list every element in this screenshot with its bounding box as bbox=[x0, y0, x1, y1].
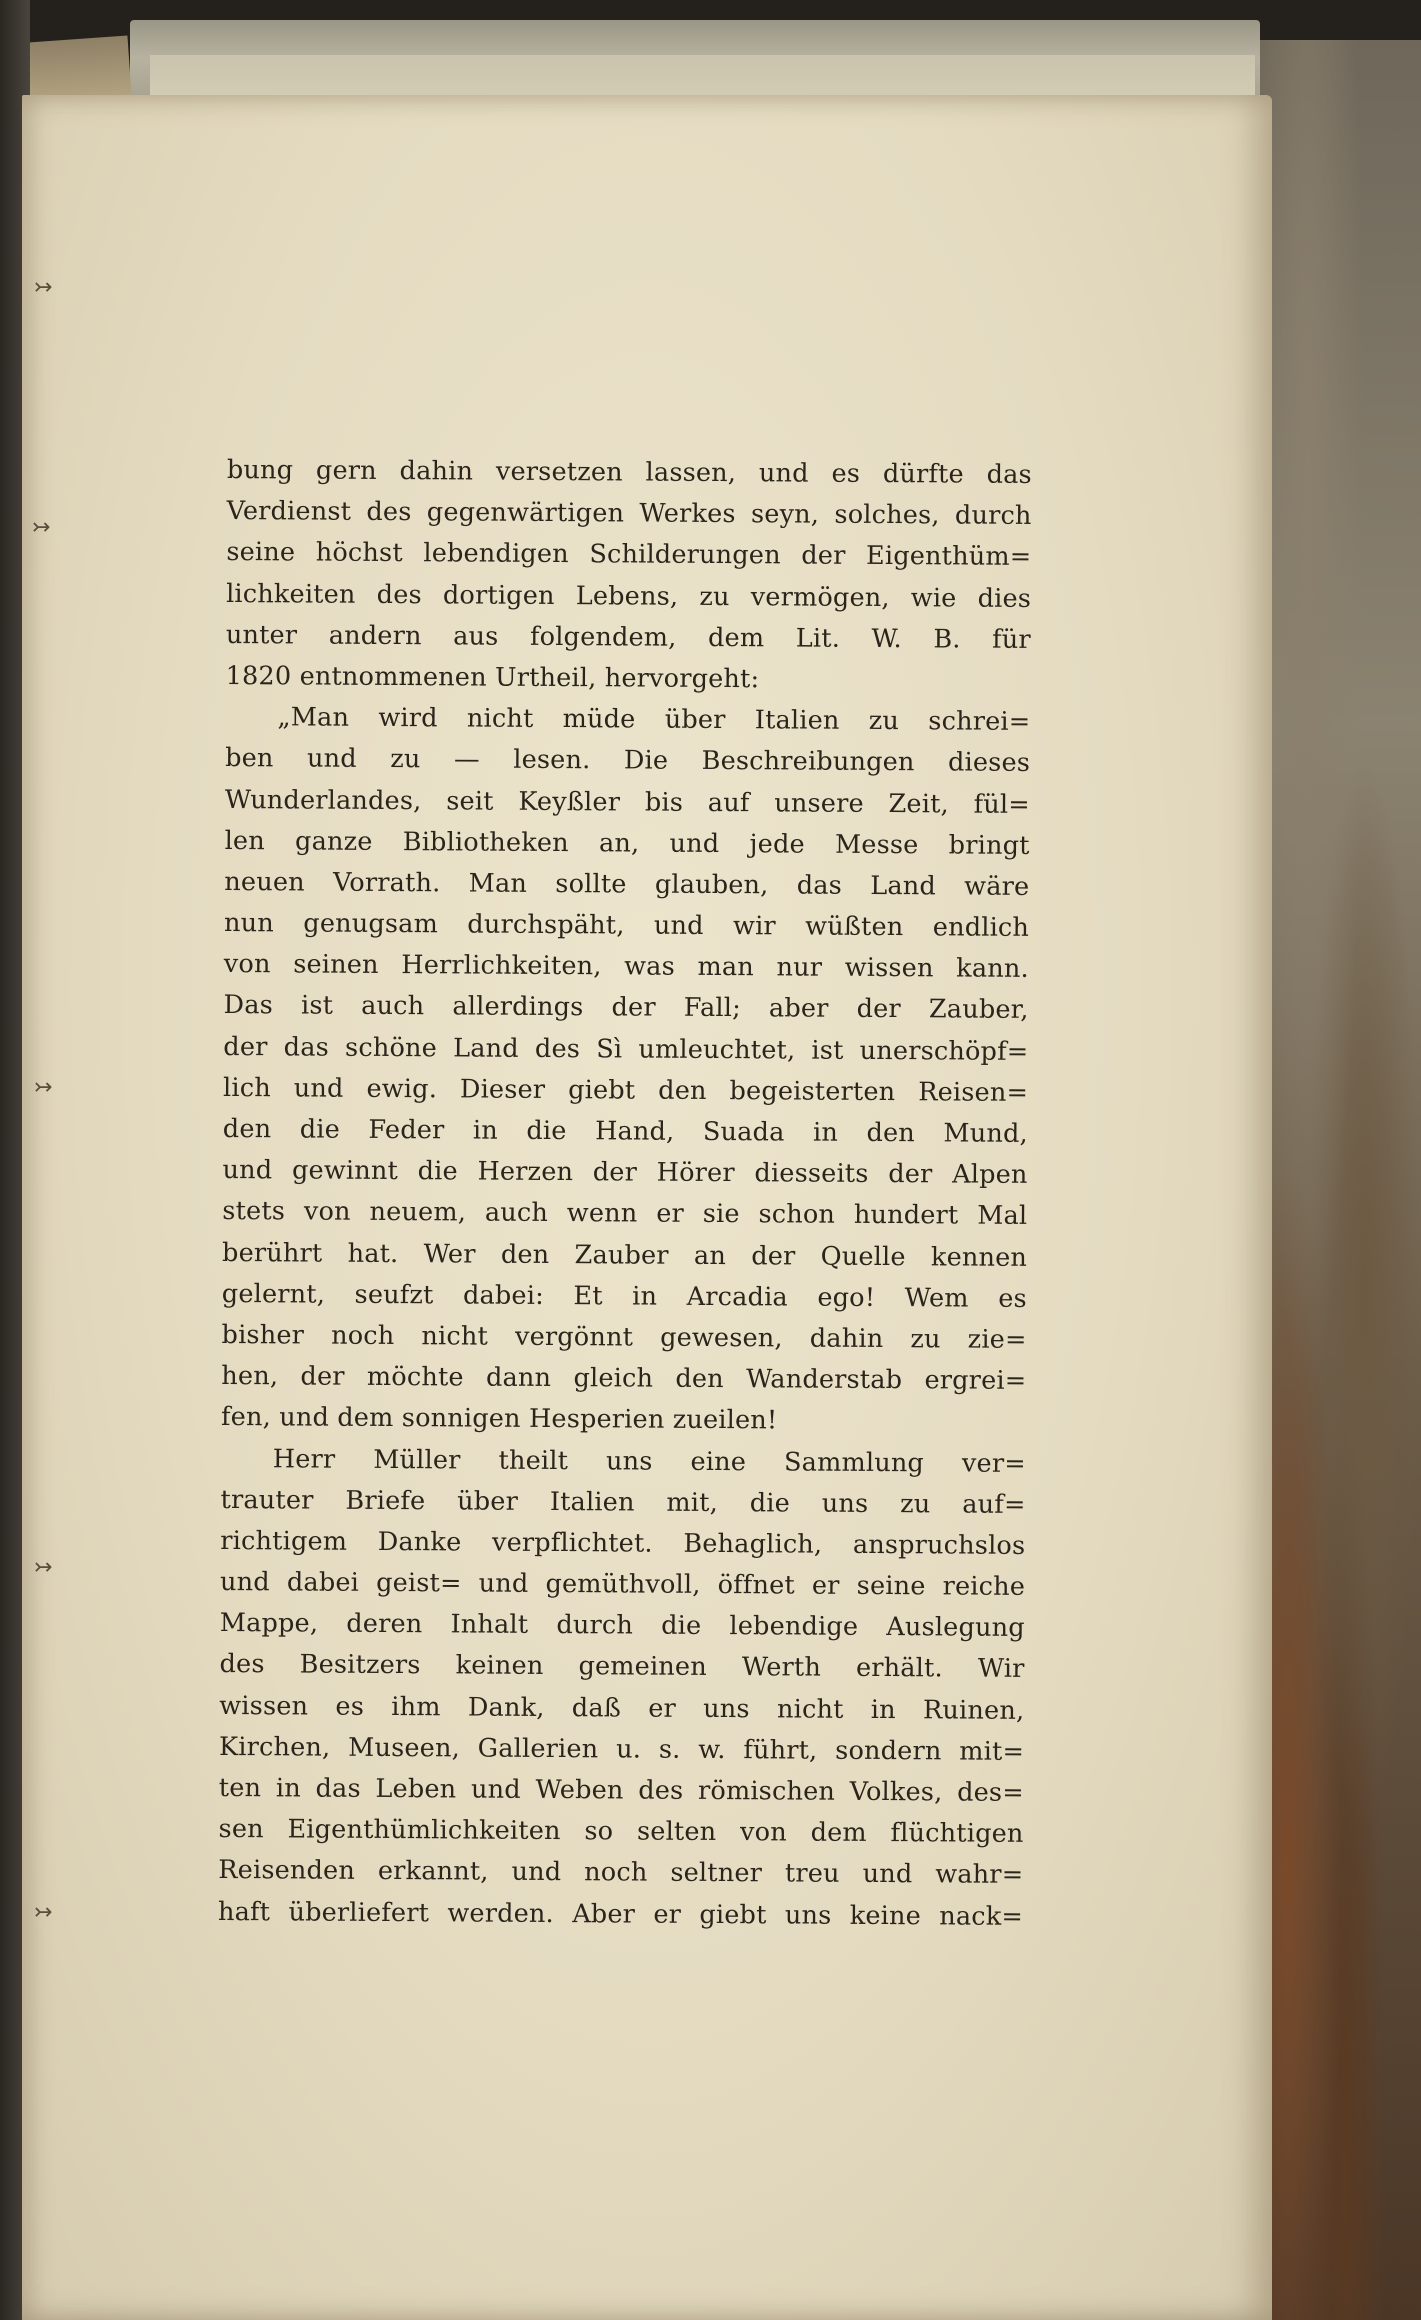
text-line: den die Feder in die Hand, Suada in den Mund, bbox=[222, 1113, 1028, 1149]
text-line: nun genugsam durchspäht, und wir wüßten endlich bbox=[224, 908, 1030, 943]
text-line: und gewinnt die Herzen der Hörer diesseits der Alpen bbox=[222, 1155, 1028, 1191]
text-line: Reisenden erkannt, und noch seltner treu und wahr= bbox=[218, 1855, 1024, 1891]
text-line: sen Eigenthümlichkeiten so selten von dem flüchtigen bbox=[218, 1814, 1024, 1850]
text-line: Kirchen, Museen, Gallerien u. s. w. führt, sondern mit= bbox=[218, 1731, 1025, 1767]
text-line: trauter Briefe über Italien mit, die uns zu auf= bbox=[220, 1484, 1026, 1520]
body-text bbox=[218, 450, 1032, 1938]
text-line: stets von neuem, auch wenn er sie schon hundert Mal bbox=[222, 1196, 1028, 1232]
margin-mark: ↣ bbox=[32, 515, 51, 540]
text-line: bisher noch nicht vergönnt gewesen, dahin zu zie= bbox=[221, 1319, 1027, 1355]
text-line: hen, der möchte dann gleich den Wanderstab ergrei= bbox=[221, 1361, 1027, 1397]
text-line: des Besitzers keinen gemeinen Werth erhält. Wir bbox=[219, 1649, 1025, 1685]
margin-mark: ↣ bbox=[34, 1900, 53, 1925]
text-line: haft überliefert werden. Aber er giebt uns keine nack= bbox=[217, 1896, 1024, 1932]
text-line: Wunderlandes, seit Keyßler bis auf unsere Zeit, fül= bbox=[224, 784, 1030, 820]
text-line: lich und ewig. Dieser giebt den begeisterten Reisen= bbox=[223, 1072, 1029, 1108]
text-line: richtigem Danke verpflichtet. Behaglich, anspruchslos bbox=[220, 1525, 1026, 1561]
text-line: fen, und dem sonnigen Hesperien zueilen! bbox=[220, 1402, 778, 1436]
text-line: unter andern aus folgendem, dem Lit. W. B. für bbox=[225, 619, 1031, 655]
margin-mark: ↣ bbox=[34, 1555, 53, 1580]
text-line: ten in das Leben und Weben des römischen Volkes, des= bbox=[218, 1772, 1024, 1808]
text-line: Herr Müller theilt uns eine Sammlung ver= bbox=[272, 1443, 1026, 1479]
text-line: Verdienst des gegenwärtigen Werkes seyn, solches, durch bbox=[226, 496, 1032, 532]
text-line: Mappe, deren Inhalt durch die lebendige Auslegung bbox=[219, 1608, 1025, 1644]
text-line: ben und zu — lesen. Die Beschreibungen dieses bbox=[225, 743, 1031, 779]
text-line: seine höchst lebendigen Schilderungen der Eigenthüm= bbox=[226, 537, 1032, 573]
text-line: wissen es ihm Dank, daß er uns nicht in Ruinen, bbox=[219, 1690, 1025, 1726]
text-line: und dabei geist= und gemüthvoll, öffnet er seine reiche bbox=[219, 1567, 1026, 1602]
margin-mark: ↣ bbox=[34, 275, 53, 300]
margin-mark: ↣ bbox=[34, 1075, 53, 1100]
text-line: „Man wird nicht müde über Italien zu schrei= bbox=[277, 702, 1031, 738]
text-line: 1820 entnommenen Urtheil, hervorgeht: bbox=[225, 660, 760, 695]
text-line: Das ist auch allerdings der Fall; aber der Zauber, bbox=[223, 990, 1029, 1026]
text-line: bung gern dahin versetzen lassen, und es dürfte das bbox=[226, 454, 1032, 490]
text-line: len ganze Bibliotheken an, und jede Messe bringt bbox=[224, 825, 1030, 861]
text-line: neuen Vorrath. Man sollte glauben, das Land wäre bbox=[224, 866, 1030, 902]
text-line: der das schöne Land des Sì umleuchtet, ist unerschöpf= bbox=[223, 1031, 1029, 1067]
text-line: gelernt, seufzt dabei: Et in Arcadia ego! Wem es bbox=[221, 1278, 1027, 1314]
text-line: von seinen Herrlichkeiten, was man nur wissen kann. bbox=[223, 949, 1029, 985]
text-line: lichkeiten des dortigen Lebens, zu vermögen, wie dies bbox=[226, 578, 1032, 614]
book-page bbox=[22, 95, 1272, 2320]
text-line: berührt hat. Wer den Zauber an der Quelle kennen bbox=[222, 1237, 1028, 1273]
